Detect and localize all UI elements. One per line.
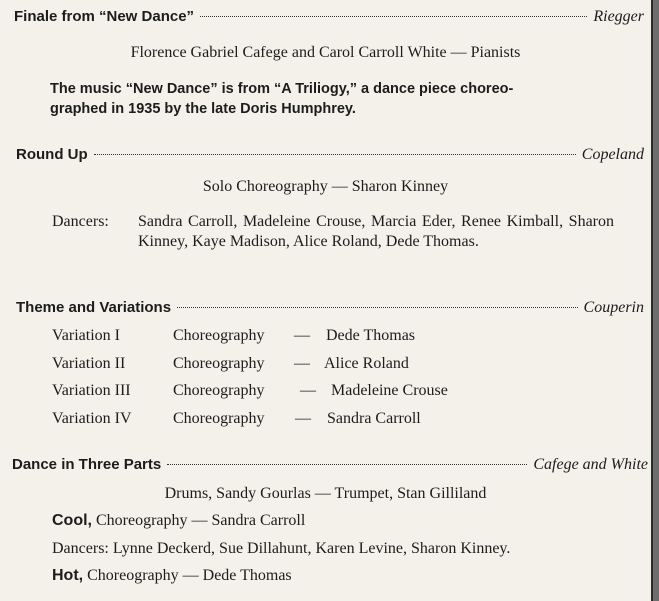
solo-credit: Solo Choreography — Sharon Kinney (202, 178, 449, 195)
round-up-heading (16, 146, 644, 164)
variation-name: Variation III (52, 382, 131, 399)
cool-dancers (52, 540, 510, 558)
dancers-block (52, 212, 614, 252)
hot-part (52, 567, 292, 585)
dancers-label: Dancers: (52, 540, 109, 557)
section-title: Dance in Three Parts (12, 456, 162, 473)
part-label: Cool, (52, 512, 92, 529)
note-line: graphed in 1935 by the late Doris Humphrey. (50, 101, 356, 117)
theme-heading (16, 299, 644, 317)
dance-three-parts-heading (12, 456, 648, 474)
section-title: Finale from “New Dance” (14, 8, 195, 25)
dash: — (294, 327, 310, 344)
dash: — (294, 355, 310, 372)
variation-name: Variation I (52, 327, 120, 344)
dancers-list: Lynne Deckerd, Sue Dillahunt, Karen Levine, Sharon Kinney. (112, 540, 511, 557)
finale-heading (14, 8, 644, 26)
dancers-list: Sandra Carroll, Madeleine Crouse, Marcia Eder, Renee Kimball, Sharon Kinney, Kaye Madison, Alice Roland, Dede Thomas. (138, 213, 614, 250)
part-label: Hot, (52, 567, 84, 584)
variation-role: Choreography (173, 327, 265, 344)
part-text: Choreography — Dede Thomas (87, 567, 292, 584)
composer-name: Couperin (583, 299, 644, 316)
dash: — (295, 410, 311, 427)
dotted-leader (167, 464, 527, 465)
composer-name: Cafege and White (533, 456, 648, 473)
dash: — (300, 382, 316, 399)
variation-role: Choreography (173, 355, 265, 372)
part-text: Choreography — Sandra Carroll (96, 512, 306, 529)
note-line: The music “New Dance” is from “A Triliogy,” a dance piece choreo- (50, 81, 514, 97)
variation-name: Variation IV (52, 410, 132, 427)
cool-part (52, 512, 305, 530)
dotted-leader (94, 154, 576, 155)
composer-name: Copeland (581, 146, 644, 163)
variation-name: Variation II (52, 355, 126, 372)
variation-role: Choreography (173, 410, 265, 427)
page-edge (651, 0, 659, 601)
dotted-leader (200, 16, 587, 17)
section-title: Round Up (16, 146, 88, 163)
choreographer: Madeleine Crouse (331, 382, 448, 399)
composer-name: Riegger (593, 8, 644, 25)
choreographer: Alice Roland (324, 355, 409, 372)
choreographer: Dede Thomas (326, 327, 416, 344)
music-note (50, 79, 620, 119)
musicians-credit: Drums, Sandy Gourlas — Trumpet, Stan Gilliland (164, 485, 487, 502)
dotted-leader (177, 307, 578, 308)
pianists-credit: Florence Gabriel Cafege and Carol Carroll White — Pianists (130, 44, 521, 61)
section-title: Theme and Variations (16, 299, 172, 316)
choreographer: Sandra Carroll (327, 410, 421, 427)
variation-role: Choreography (173, 382, 265, 399)
dancers-label: Dancers: (52, 213, 109, 230)
